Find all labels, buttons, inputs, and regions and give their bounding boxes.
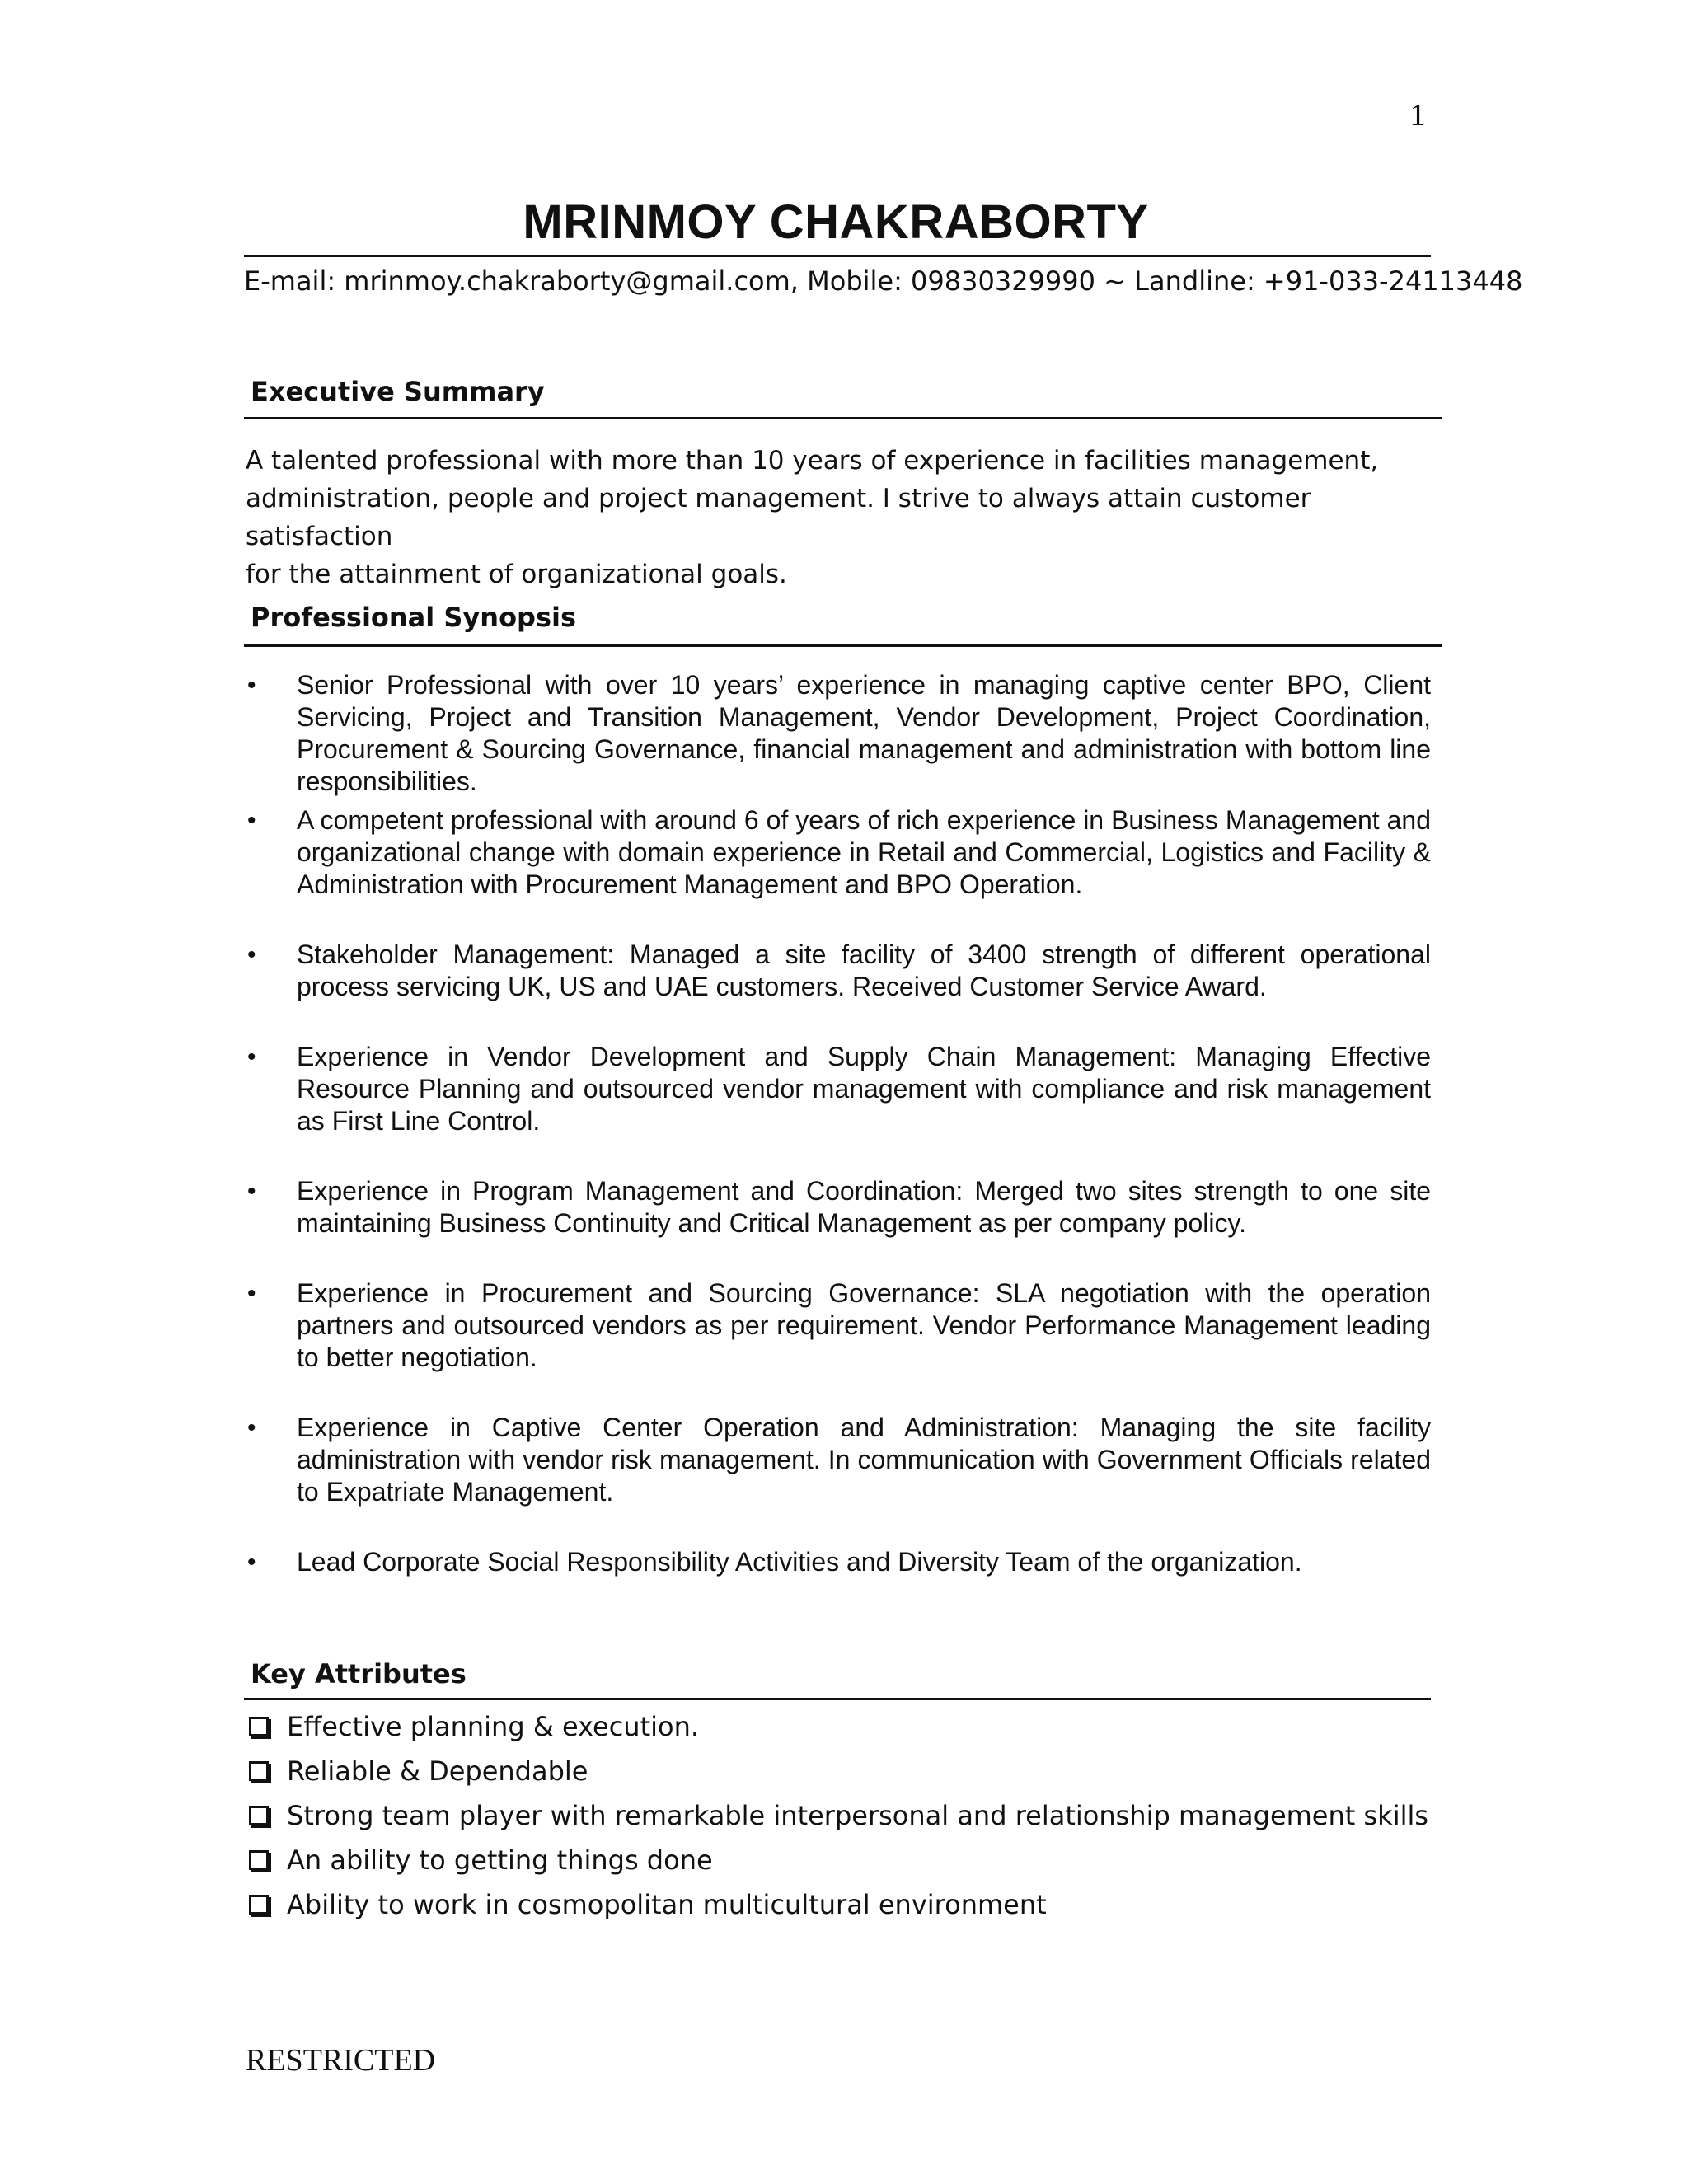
- synopsis-item-text: Senior Professional with over 10 years’ experience in managing captive center BPO, Client Servicing, Project and Transition Management, Vendor Development, Project Coordination, Procurement & Sourcing Governance, financial management and administration with bottom line responsibilities.: [297, 670, 1431, 796]
- synopsis-item: [244, 1175, 1431, 1240]
- contact-line: E-mail: mrinmoy.chakraborty@gmail.com, Mobile: 09830329990 ~ Landline: +91-033-24113448: [244, 265, 1523, 297]
- synopsis-item-text: Experience in Captive Center Operation and Administration: Managing the site facility administration with vendor risk management. In communication with Government Officials related to Expatriate Management.: [297, 1413, 1431, 1507]
- summary-line: A talented professional with more than 10 years of experience in facilities management,: [246, 446, 1379, 476]
- bullet-icon: •: [247, 941, 256, 968]
- bullet-icon: •: [247, 1280, 256, 1307]
- checkbox-icon: [249, 1850, 269, 1870]
- synopsis-item: [244, 1412, 1431, 1508]
- bullet-icon: •: [247, 1043, 256, 1071]
- checkbox-icon: [249, 1761, 269, 1781]
- attribute-item: [246, 1882, 1428, 1927]
- synopsis-item-text: Experience in Procurement and Sourcing Governance: SLA negotiation with the operation partners and outsourced vendors as per requirement. Vendor Performance Management leading to better negotiation.: [297, 1278, 1431, 1372]
- bullet-icon: •: [247, 1414, 256, 1441]
- executive-summary-divider: [244, 417, 1442, 419]
- synopsis-item: [244, 1277, 1431, 1374]
- synopsis-item-text: Stakeholder Management: Managed a site facility of 3400 strength of different operational process servicing UK, US and UAE customers. Received Customer Service Award.: [297, 940, 1431, 1001]
- attribute-item: [246, 1838, 1428, 1882]
- synopsis-item: [244, 669, 1431, 798]
- synopsis-item: [244, 804, 1431, 901]
- professional-synopsis-heading: Professional Synopsis: [251, 602, 577, 633]
- synopsis-item-text: A competent professional with around 6 of years of rich experience in Business Management and organizational change with domain experience in Retail and Commercial, Logistics and Facility & Administration with Procurement Management and BPO Operation.: [297, 805, 1431, 899]
- key-attributes-divider: [244, 1698, 1431, 1700]
- candidate-name: MRINMOY CHAKRABORTY: [523, 195, 1149, 249]
- summary-line: for the attainment of organizational goals.: [246, 560, 787, 589]
- key-attributes-heading: Key Attributes: [251, 1658, 467, 1690]
- checkbox-icon: [249, 1717, 269, 1736]
- executive-summary-heading: Executive Summary: [251, 376, 545, 407]
- executive-summary-text: [246, 442, 1441, 593]
- key-attributes-list: [246, 1704, 1428, 1927]
- bullet-icon: •: [247, 672, 256, 699]
- synopsis-item-text: Experience in Vendor Development and Supply Chain Management: Managing Effective Resource Planning and outsourced vendor management with compliance and risk management as First Line Control.: [297, 1042, 1431, 1136]
- attribute-item: [246, 1749, 1428, 1793]
- synopsis-list: [244, 669, 1431, 1616]
- synopsis-item-text: Lead Corporate Social Responsibility Activities and Diversity Team of the organization.: [297, 1547, 1302, 1577]
- synopsis-item: [244, 939, 1431, 1003]
- summary-line: administration, people and project management. I strive to always attain customer satisfaction: [246, 484, 1311, 551]
- bullet-icon: •: [247, 1178, 256, 1205]
- synopsis-item-text: Experience in Program Management and Coordination: Merged two sites strength to one site maintaining Business Continuity and Critical Management as per company policy.: [297, 1176, 1431, 1238]
- attribute-item-text: An ability to getting things done: [287, 1844, 713, 1876]
- checkbox-icon: [249, 1806, 269, 1825]
- professional-synopsis-divider: [244, 644, 1442, 647]
- attribute-item-text: Ability to work in cosmopolitan multicultural environment: [287, 1889, 1047, 1920]
- page-number: 1: [1409, 98, 1426, 133]
- attribute-item: [246, 1793, 1428, 1838]
- attribute-item: [246, 1704, 1428, 1749]
- checkbox-icon: [249, 1895, 269, 1915]
- attribute-item-text: Reliable & Dependable: [287, 1755, 588, 1787]
- synopsis-item: [244, 1041, 1431, 1137]
- attribute-item-text: Strong team player with remarkable interpersonal and relationship management skills: [287, 1800, 1429, 1831]
- name-divider: [244, 255, 1431, 257]
- synopsis-item: [244, 1546, 1431, 1578]
- attribute-item-text: Effective planning & execution.: [287, 1711, 700, 1742]
- classification-footer: RESTRICTED: [246, 2043, 436, 2078]
- bullet-icon: •: [247, 807, 256, 834]
- bullet-icon: •: [247, 1549, 256, 1576]
